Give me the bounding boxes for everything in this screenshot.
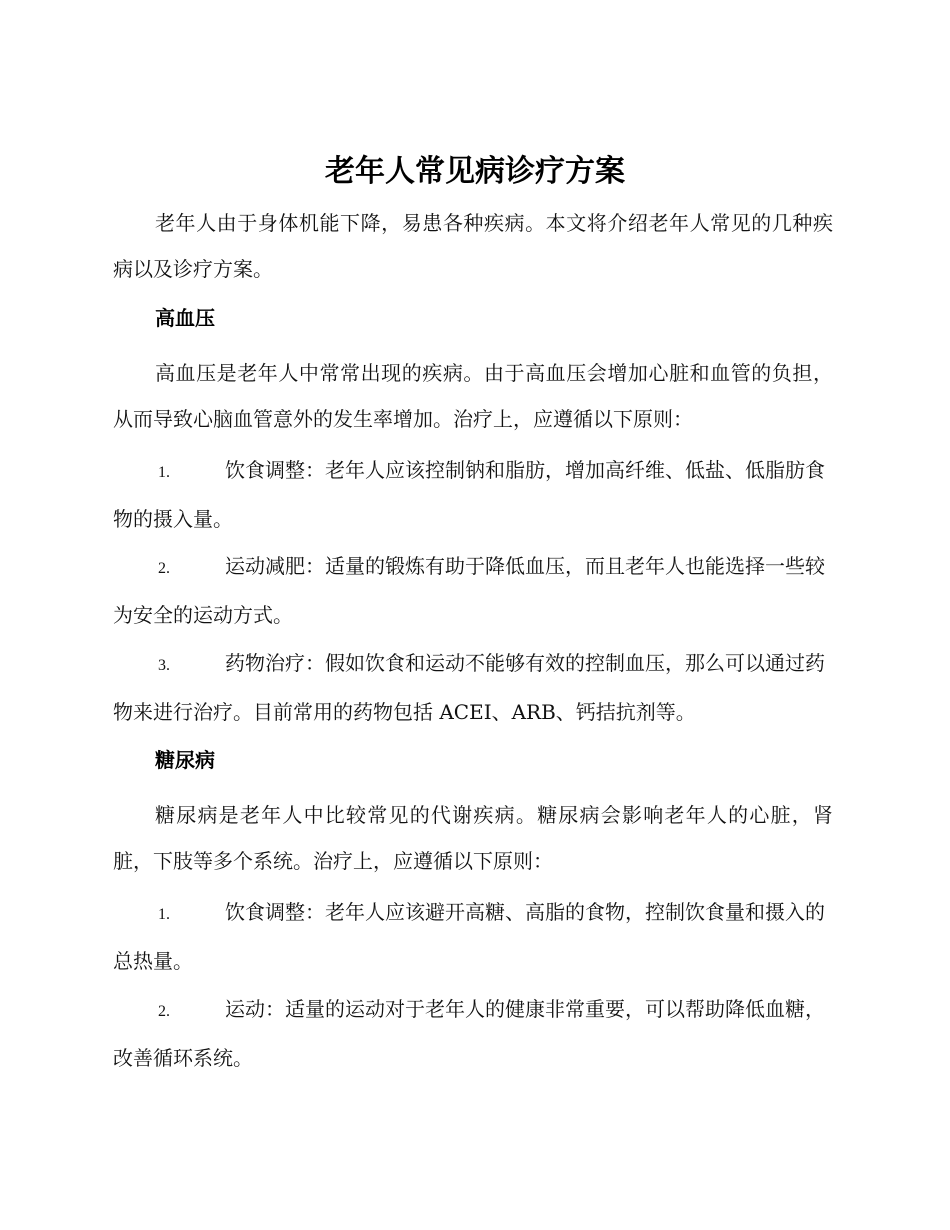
list-number: 1. (158, 906, 170, 923)
intro-paragraph: 老年人由于身体机能下降，易患各种疾病。本文将介绍老年人常见的几种疾病以及诊疗方案。 (113, 211, 833, 281)
list-item-text: 饮食调整：老年人应该避开高糖、高脂的食物，控制饮食量和摄入的总热量。 (113, 900, 825, 973)
hypertension-item-3 (113, 640, 833, 735)
diabetes-paragraph: 糖尿病是老年人中比较常见的代谢疾病。糖尿病会影响老年人的心脏，肾脏，下肢等多个系统。治疗上，应遵循以下原则： (113, 803, 833, 873)
document-title: 老年人常见病诊疗方案 (325, 154, 625, 189)
diabetes-item-2 (113, 986, 833, 1081)
hypertension-item-2 (113, 543, 833, 638)
list-number: 2. (158, 560, 170, 577)
hypertension-paragraph: 高血压是老年人中常常出现的疾病。由于高血压会增加心脏和血管的负担，从而导致心脑血管意外的发生率增加。治疗上，应遵循以下原则： (113, 361, 833, 431)
list-item-text: 药物治疗：假如饮食和运动不能够有效的控制血压，那么可以通过药物来进行治疗。目前常用的药物包括 ACEI、ARB、钙拮抗剂等。 (113, 651, 825, 724)
list-number: 1. (158, 464, 170, 481)
list-number: 2. (158, 1003, 170, 1020)
diabetes-item-1 (113, 889, 833, 984)
list-number: 3. (158, 657, 170, 674)
list-item-text: 运动：适量的运动对于老年人的健康非常重要，可以帮助降低血糖，改善循环系统。 (113, 997, 825, 1070)
hypertension-item-1 (113, 447, 833, 542)
section-heading-diabetes: 糖尿病 (155, 748, 215, 772)
list-item-text: 运动减肥：适量的锻炼有助于降低血压，而且老年人也能选择一些较为安全的运动方式。 (113, 554, 825, 627)
list-item-text: 饮食调整：老年人应该控制钠和脂肪，增加高纤维、低盐、低脂肪食物的摄入量。 (113, 458, 825, 531)
section-heading-hypertension: 高血压 (155, 306, 215, 330)
